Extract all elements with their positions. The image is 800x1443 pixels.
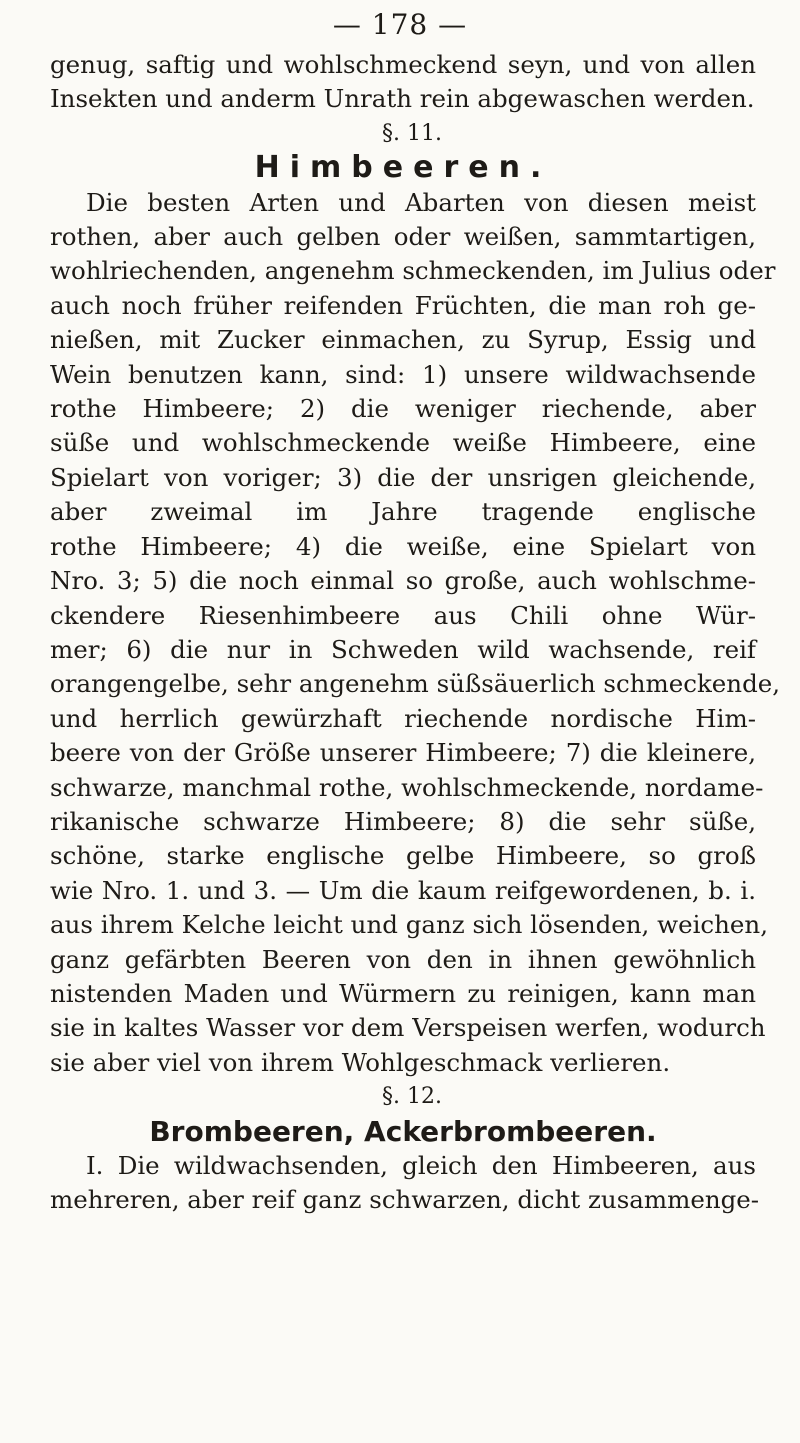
text-line: sie aber viel von ihrem Wohlgeschmack verlieren.	[50, 1047, 671, 1077]
page-number-header: — 178 —	[332, 8, 468, 41]
text-line: schwarze, manchmal rothe, wohlschmeckende, nordame-	[50, 772, 764, 802]
text-line: I. Die wildwachsenden, gleich den Himbeeren, aus	[86, 1151, 756, 1180]
section-heading: Himbeeren.	[254, 150, 552, 186]
section-number: §. 11.	[382, 120, 442, 146]
page-body-text	[50, 48, 781, 1218]
text-line: Nro. 3; 5) die noch einmal so große, auch wohlschme-	[50, 566, 756, 596]
text-line: und herrlich gewürzhaft riechende nordische Him-	[50, 703, 756, 733]
text-line: mehreren, aber reif ganz schwarzen, dicht zusammenge-	[50, 1185, 760, 1215]
text-line: genug, saftig und wohlschmeckend seyn, und von allen	[50, 50, 756, 79]
text-line: rothe Himbeere; 2) die weniger riechende, aber	[50, 394, 756, 424]
text-line: wohlriechenden, angenehm schmeckenden, im Julius oder	[50, 256, 776, 286]
text-line: aber zweimal im Jahre tragende englische	[50, 497, 756, 527]
text-line: rothe Himbeere; 4) die weiße, eine Spielart von	[50, 531, 756, 561]
text-line: rothen, aber auch gelben oder weißen, sammtartigen,	[50, 222, 756, 252]
text-line: orangengelbe, sehr angenehm süßsäuerlich schmeckende,	[50, 669, 781, 699]
text-line: nießen, mit Zucker einmachen, zu Syrup, Essig und	[50, 325, 756, 355]
text-line: rikanische schwarze Himbeere; 8) die sehr süße,	[50, 806, 756, 836]
text-line: süße und wohlschmeckende weiße Himbeere, eine	[50, 428, 756, 458]
text-line: auch noch früher reifenden Früchten, die man roh ge-	[50, 290, 756, 320]
text-line: nistenden Maden und Würmern zu reinigen, kann man	[50, 978, 756, 1008]
text-line: ganz gefärbten Beeren von den in ihnen gewöhnlich	[50, 944, 756, 974]
text-line: wie Nro. 1. und 3. — Um die kaum reifgewordenen, b. i.	[50, 875, 756, 905]
text-line: Spielart von voriger; 3) die der unsrigen gleichende,	[50, 462, 756, 492]
text-line: Wein benutzen kann, sind: 1) unsere wildwachsende	[50, 359, 756, 389]
text-line: mer; 6) die nur in Schweden wild wachsende, reif	[50, 634, 756, 664]
text-line: aus ihrem Kelche leicht und ganz sich lösenden, weichen,	[50, 910, 769, 940]
text-line: beere von der Größe unserer Himbeere; 7) die kleinere,	[50, 738, 756, 768]
text-line: sie in kaltes Wasser vor dem Verspeisen werfen, wodurch	[50, 1013, 766, 1043]
text-line: schöne, starke englische gelbe Himbeere, so groß	[50, 841, 756, 871]
section-number: §. 12.	[382, 1084, 442, 1110]
text-line: Insekten und anderm Unrath rein abgewaschen werden.	[50, 84, 755, 114]
text-line: ckendere Riesenhimbeere aus Chili ohne Wür-	[50, 600, 756, 630]
text-line: Die besten Arten und Abarten von diesen meist	[86, 187, 756, 217]
section-heading: Brombeeren, Ackerbrombeeren.	[149, 1114, 657, 1148]
